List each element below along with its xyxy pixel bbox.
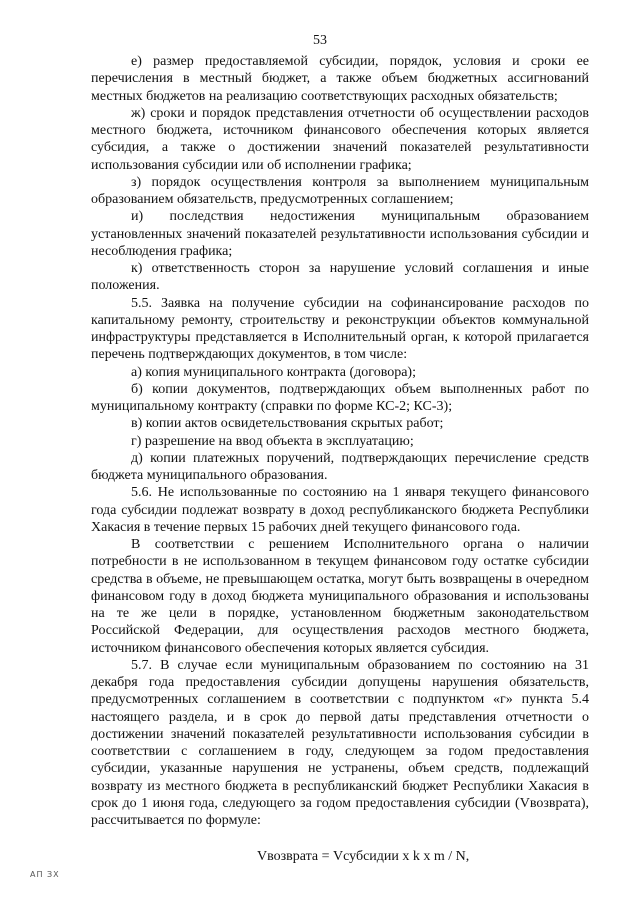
page-number: 53: [313, 33, 327, 48]
paragraph-5-6: 5.6. Не использованные по состоянию на 1 января текущего финансового года субсидии подлежат возврату в доход республиканского бюджета Республики Хакасия в течение первых 15 рабочих дней текущего финансового года.: [91, 485, 589, 535]
paragraph-5-6-continued: В соответствии с решением Исполнительного органа о наличии потребности в не использованном в текущем финансовом году остатке субсидии средства в объеме, не превышающем остатка, могут быть возвращены в очередном финансовом году в доход бюджета муниципального образования и использованы на те же цели в порядке, установленном бюджетным законодательством Российской Федерации, для осуществления расходов местного бюджета, источником финансового обеспечения которых является субсидия.: [91, 537, 589, 656]
list-item-v: в) копии актов освидетельствования скрытых работ;: [131, 416, 444, 432]
list-item-b: б) копии документов, подтверждающих объем выполненных работ по муниципальному контракту (справки по форме КС-2; КС-3);: [91, 381, 589, 414]
paragraph-item-k: к) ответственность сторон за нарушение условий соглашения и иные положения.: [91, 261, 589, 294]
list-item-a: а) копия муниципального контракта (договора);: [131, 364, 416, 380]
footer-mark: АП ЗХ: [30, 870, 60, 879]
paragraph-item-i: и) последствия недостижения муниципальным образованием установленных значений показателей результативности использования субсидии и несоблюдения графика;: [91, 209, 589, 259]
list-item-d: д) копии платежных поручений, подтверждающих перечисление средств бюджета муниципального образования.: [91, 450, 589, 483]
paragraph-5-7: 5.7. В случае если муниципальным образованием по состоянию на 31 декабря года предоставления субсидии допущены нарушения обязательств, предусмотренных соглашением в соответствии с подпунктом «г» пункта 5.4 настоящего раздела, и в срок до первой даты представления отчетности о достижении значений показателей результативности использования субсидии в соответствии с соглашением в году, следующем за годом предоставления субсидии, указанные нарушения не устранены, объем средств, подлежащий возврату из местного бюджета в республиканский бюджет Республики Хакасия в срок до 1 июня года, следующего за годом предоставления субсидии (Vвозврата), рассчитывается по формуле:: [91, 657, 589, 828]
document-body: [91, 53, 589, 866]
paragraph-5-5: 5.5. Заявка на получение субсидии на софинансирование расходов по капитальному ремонту, строительству и реконструкции объектов коммунальной инфраструктуры представляется в Исполнительный орган, к которой прилагается перечень подтверждающих документов, в том числе:: [91, 295, 589, 363]
formula: Vвозврата = Vсубсидии х k х m / N,: [257, 849, 470, 865]
paragraph-item-e: е) размер предоставляемой субсидии, порядок, условия и сроки ее перечисления в местный бюджет, а также объем бюджетных ассигнований местных бюджетов на реализацию соответствующих расходных обязательств;: [91, 54, 589, 104]
paragraph-item-z: з) порядок осуществления контроля за выполнением муниципальным образованием обязательств, предусмотренных соглашением;: [91, 174, 589, 207]
paragraph-item-zh: ж) сроки и порядок представления отчетности об осуществлении расходов местного бюджета, источником финансового обеспечения которых является субсидия, а также о достижении значений показателей результативности использования субсидии или об исполнении графика;: [91, 105, 589, 173]
list-item-g: г) разрешение на ввод объекта в эксплуатацию;: [131, 433, 414, 449]
